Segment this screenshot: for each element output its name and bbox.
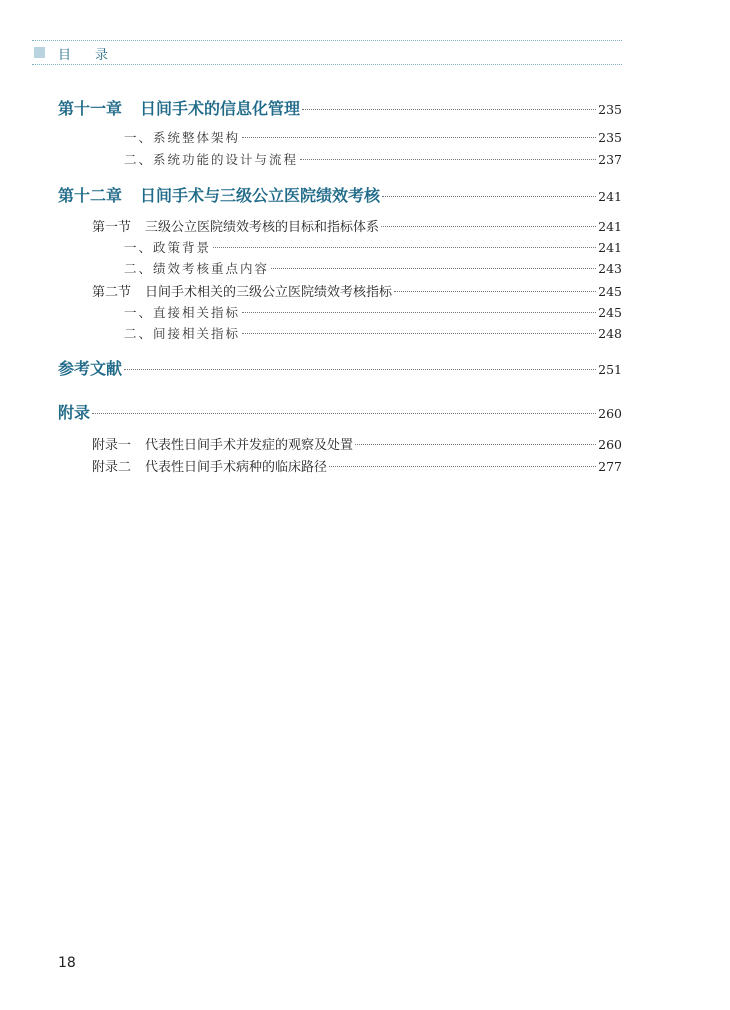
toc-entry-page: 241	[598, 240, 622, 255]
toc-entry-page: 245	[598, 305, 622, 320]
dot-leader	[382, 196, 596, 197]
toc-entry-title: 二、系统功能的设计与流程	[124, 152, 299, 167]
toc-entry-page: 251	[598, 362, 622, 377]
toc-entry-title: 日间手术的信息化管理	[140, 99, 301, 118]
dot-leader	[242, 137, 596, 138]
toc-entry-page: 241	[598, 189, 622, 204]
toc-entry-page: 235	[598, 102, 622, 117]
toc-entry-number: 第十一章	[58, 99, 123, 118]
dot-leader	[329, 466, 596, 467]
header-rule-top	[32, 40, 622, 41]
toc-chapter-12[interactable]	[58, 183, 622, 206]
dot-leader	[355, 444, 596, 445]
toc-entry-page: 237	[598, 152, 622, 167]
toc-entry-title: 二、绩效考核重点内容	[124, 261, 270, 276]
header-title	[58, 44, 108, 63]
toc-appendix-2[interactable]	[92, 456, 622, 475]
toc-entry-label	[92, 281, 392, 300]
header-title-char-1: 目	[58, 48, 72, 63]
toc-entry-page: 248	[598, 326, 622, 341]
dot-leader	[271, 268, 596, 269]
toc-item[interactable]	[124, 303, 622, 321]
toc-entry-title: 二、间接相关指标	[124, 326, 241, 341]
toc-entry-page: 260	[598, 437, 622, 452]
dot-leader	[394, 291, 596, 292]
toc-entry-label	[58, 96, 300, 119]
toc-entry-label	[92, 456, 327, 475]
toc-item[interactable]	[124, 150, 622, 168]
toc-entry-label	[58, 183, 380, 206]
toc-references[interactable]	[58, 356, 622, 379]
toc-appendix-1[interactable]	[92, 434, 622, 453]
toc-entry-page: 235	[598, 130, 622, 145]
toc-entry-title: 一、政策背景	[124, 240, 212, 255]
dot-leader	[213, 247, 596, 248]
toc-entry-page: 241	[598, 219, 622, 234]
toc-item[interactable]	[124, 238, 622, 256]
toc-entry-label	[92, 434, 353, 453]
header-rule-bottom	[32, 64, 622, 65]
toc-entry-title: 代表性日间手术病种的临床路径	[145, 460, 328, 475]
header-title-char-2: 录	[95, 48, 109, 63]
toc-entry-number: 第二节	[92, 285, 132, 300]
dot-leader	[381, 226, 596, 227]
toc-entry-title: 日间手术与三级公立医院绩效考核	[140, 186, 381, 205]
toc-entry-page: 277	[598, 459, 622, 474]
toc-entry-page: 243	[598, 261, 622, 276]
toc-section[interactable]	[92, 216, 622, 235]
toc-entry-number: 第十二章	[58, 186, 123, 205]
toc-entry-page: 260	[598, 406, 622, 421]
toc-entry-title: 代表性日间手术并发症的观察及处置	[145, 438, 354, 453]
toc-item[interactable]	[124, 128, 622, 146]
dot-leader	[300, 159, 596, 160]
toc-entry-title: 一、直接相关指标	[124, 305, 241, 320]
toc-entry-title: 一、系统整体架构	[124, 130, 241, 145]
toc-entry-number: 第一节	[92, 220, 132, 235]
toc-entry-title: 参考文献	[58, 359, 123, 378]
toc-chapter-11[interactable]	[58, 96, 622, 119]
toc-entry-title: 三级公立医院绩效考核的目标和指标体系	[145, 220, 380, 235]
toc-section[interactable]	[92, 281, 622, 300]
toc-item[interactable]	[124, 324, 622, 342]
dot-leader	[92, 413, 596, 414]
toc-entry-title: 日间手术相关的三级公立医院绩效考核指标	[145, 285, 393, 300]
dot-leader	[242, 312, 596, 313]
page-number: 18	[58, 955, 76, 971]
toc-entry-number: 附录一	[92, 438, 132, 453]
toc-entry-page: 245	[598, 284, 622, 299]
toc-item[interactable]	[124, 259, 622, 277]
toc-entry-title: 附录	[58, 403, 91, 422]
toc-entry-number: 附录二	[92, 460, 132, 475]
dot-leader	[124, 369, 596, 370]
dot-leader	[242, 333, 596, 334]
toc-appendix[interactable]	[58, 400, 622, 423]
toc-entry-label	[92, 216, 379, 235]
header-square-icon	[34, 47, 45, 58]
dot-leader	[302, 109, 596, 110]
